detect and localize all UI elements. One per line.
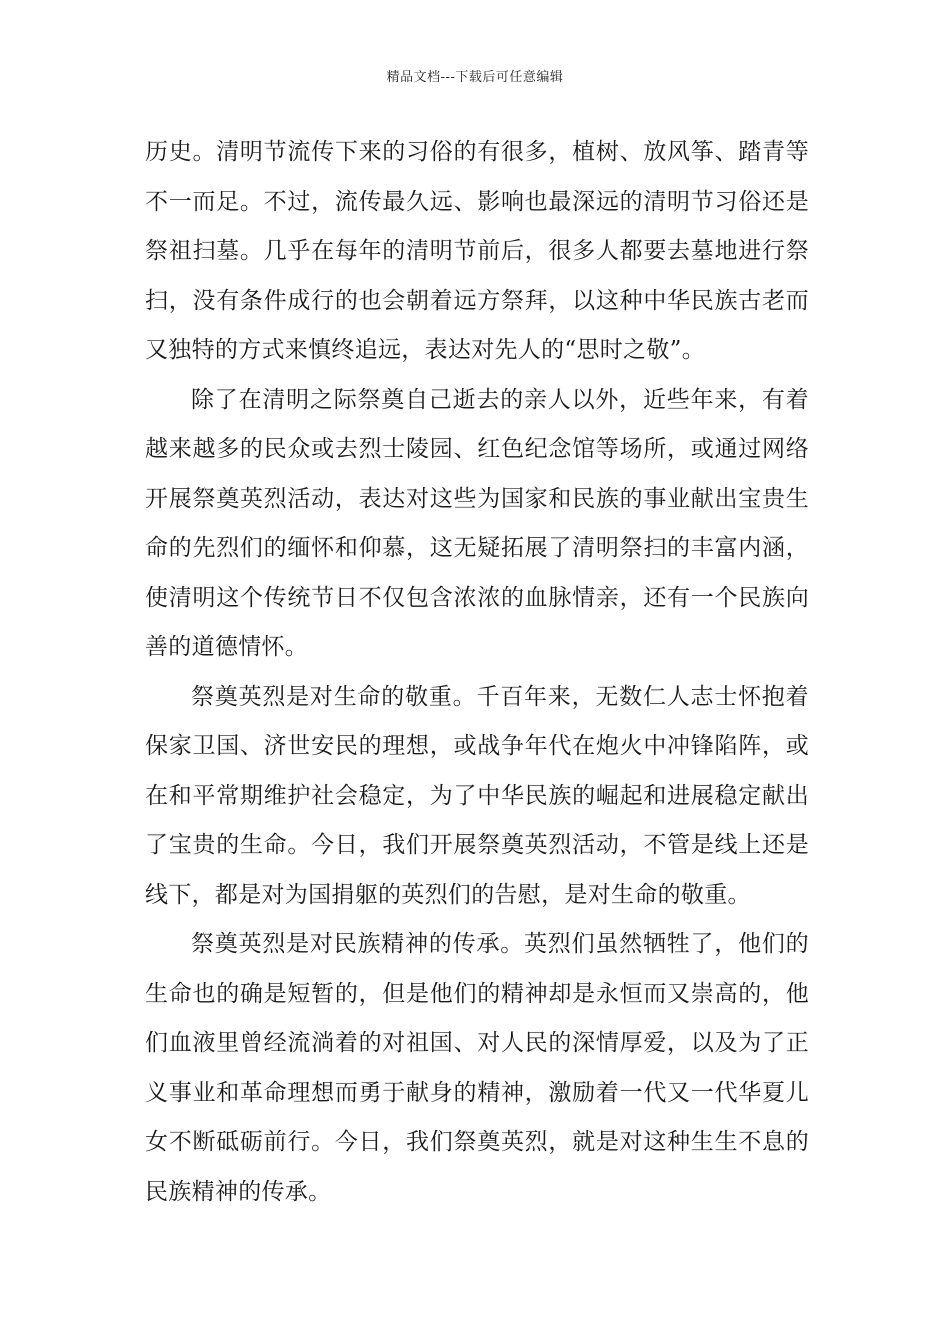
paragraph-4: 祭奠英烈是对民族精神的传承。英烈们虽然牺牲了，他们的生命也的确是短暂的，但是他们的精神却是永恒而又崇高的，他们血液里曾经流淌着的对祖国、对人民的深情厚爱，以及为了正义事业和革命理想而勇于献身的精神，激励着一代又一代华夏儿女不断砥砺前行。今日，我们祭奠英烈，就是对这种生生不息的民族精神的传承。: [145, 931, 809, 1205]
document-body: [145, 128, 809, 1217]
page-header: 精品文档---下载后可任意编辑: [386, 70, 564, 85]
paragraph-3: 祭奠英烈是对生命的敬重。千百年来，无数仁人志士怀抱着保家卫国、济世安民的理想，或战争年代在炮火中冲锋陷阵，或在和平常期维护社会稳定，为了中华民族的崛起和进展稳定献出了宝贵的生命。今日，我们开展祭奠英烈活动，不管是线上还是线下，都是对为国捐躯的英烈们的告慰，是对生命的敬重。: [145, 683, 809, 908]
paragraph-2: 除了在清明之际祭奠自己逝去的亲人以外，近些年来，有着越来越多的民众或去烈士陵园、红色纪念馆等场所，或通过网络开展祭奠英烈活动，表达对这些为国家和民族的事业献出宝贵生命的先烈们的缅怀和仰慕，这无疑拓展了清明祭扫的丰富内涵，使清明这个传统节日不仅包含浓浓的血脉情亲，还有一个民族向善的道德情怀。: [145, 386, 809, 660]
paragraph-1: 历史。清明节流传下来的习俗的有很多，植树、放风筝、踏青等不一而足。不过，流传最久远、影响也最深远的清明节习俗还是祭祖扫墓。几乎在每年的清明节前后，很多人都要去墓地进行祭扫，没有条件成行的也会朝着远方祭拜，以这种中华民族古老而又独特的方式来慎终追远，表达对先人的“思时之敬”。: [145, 139, 809, 363]
